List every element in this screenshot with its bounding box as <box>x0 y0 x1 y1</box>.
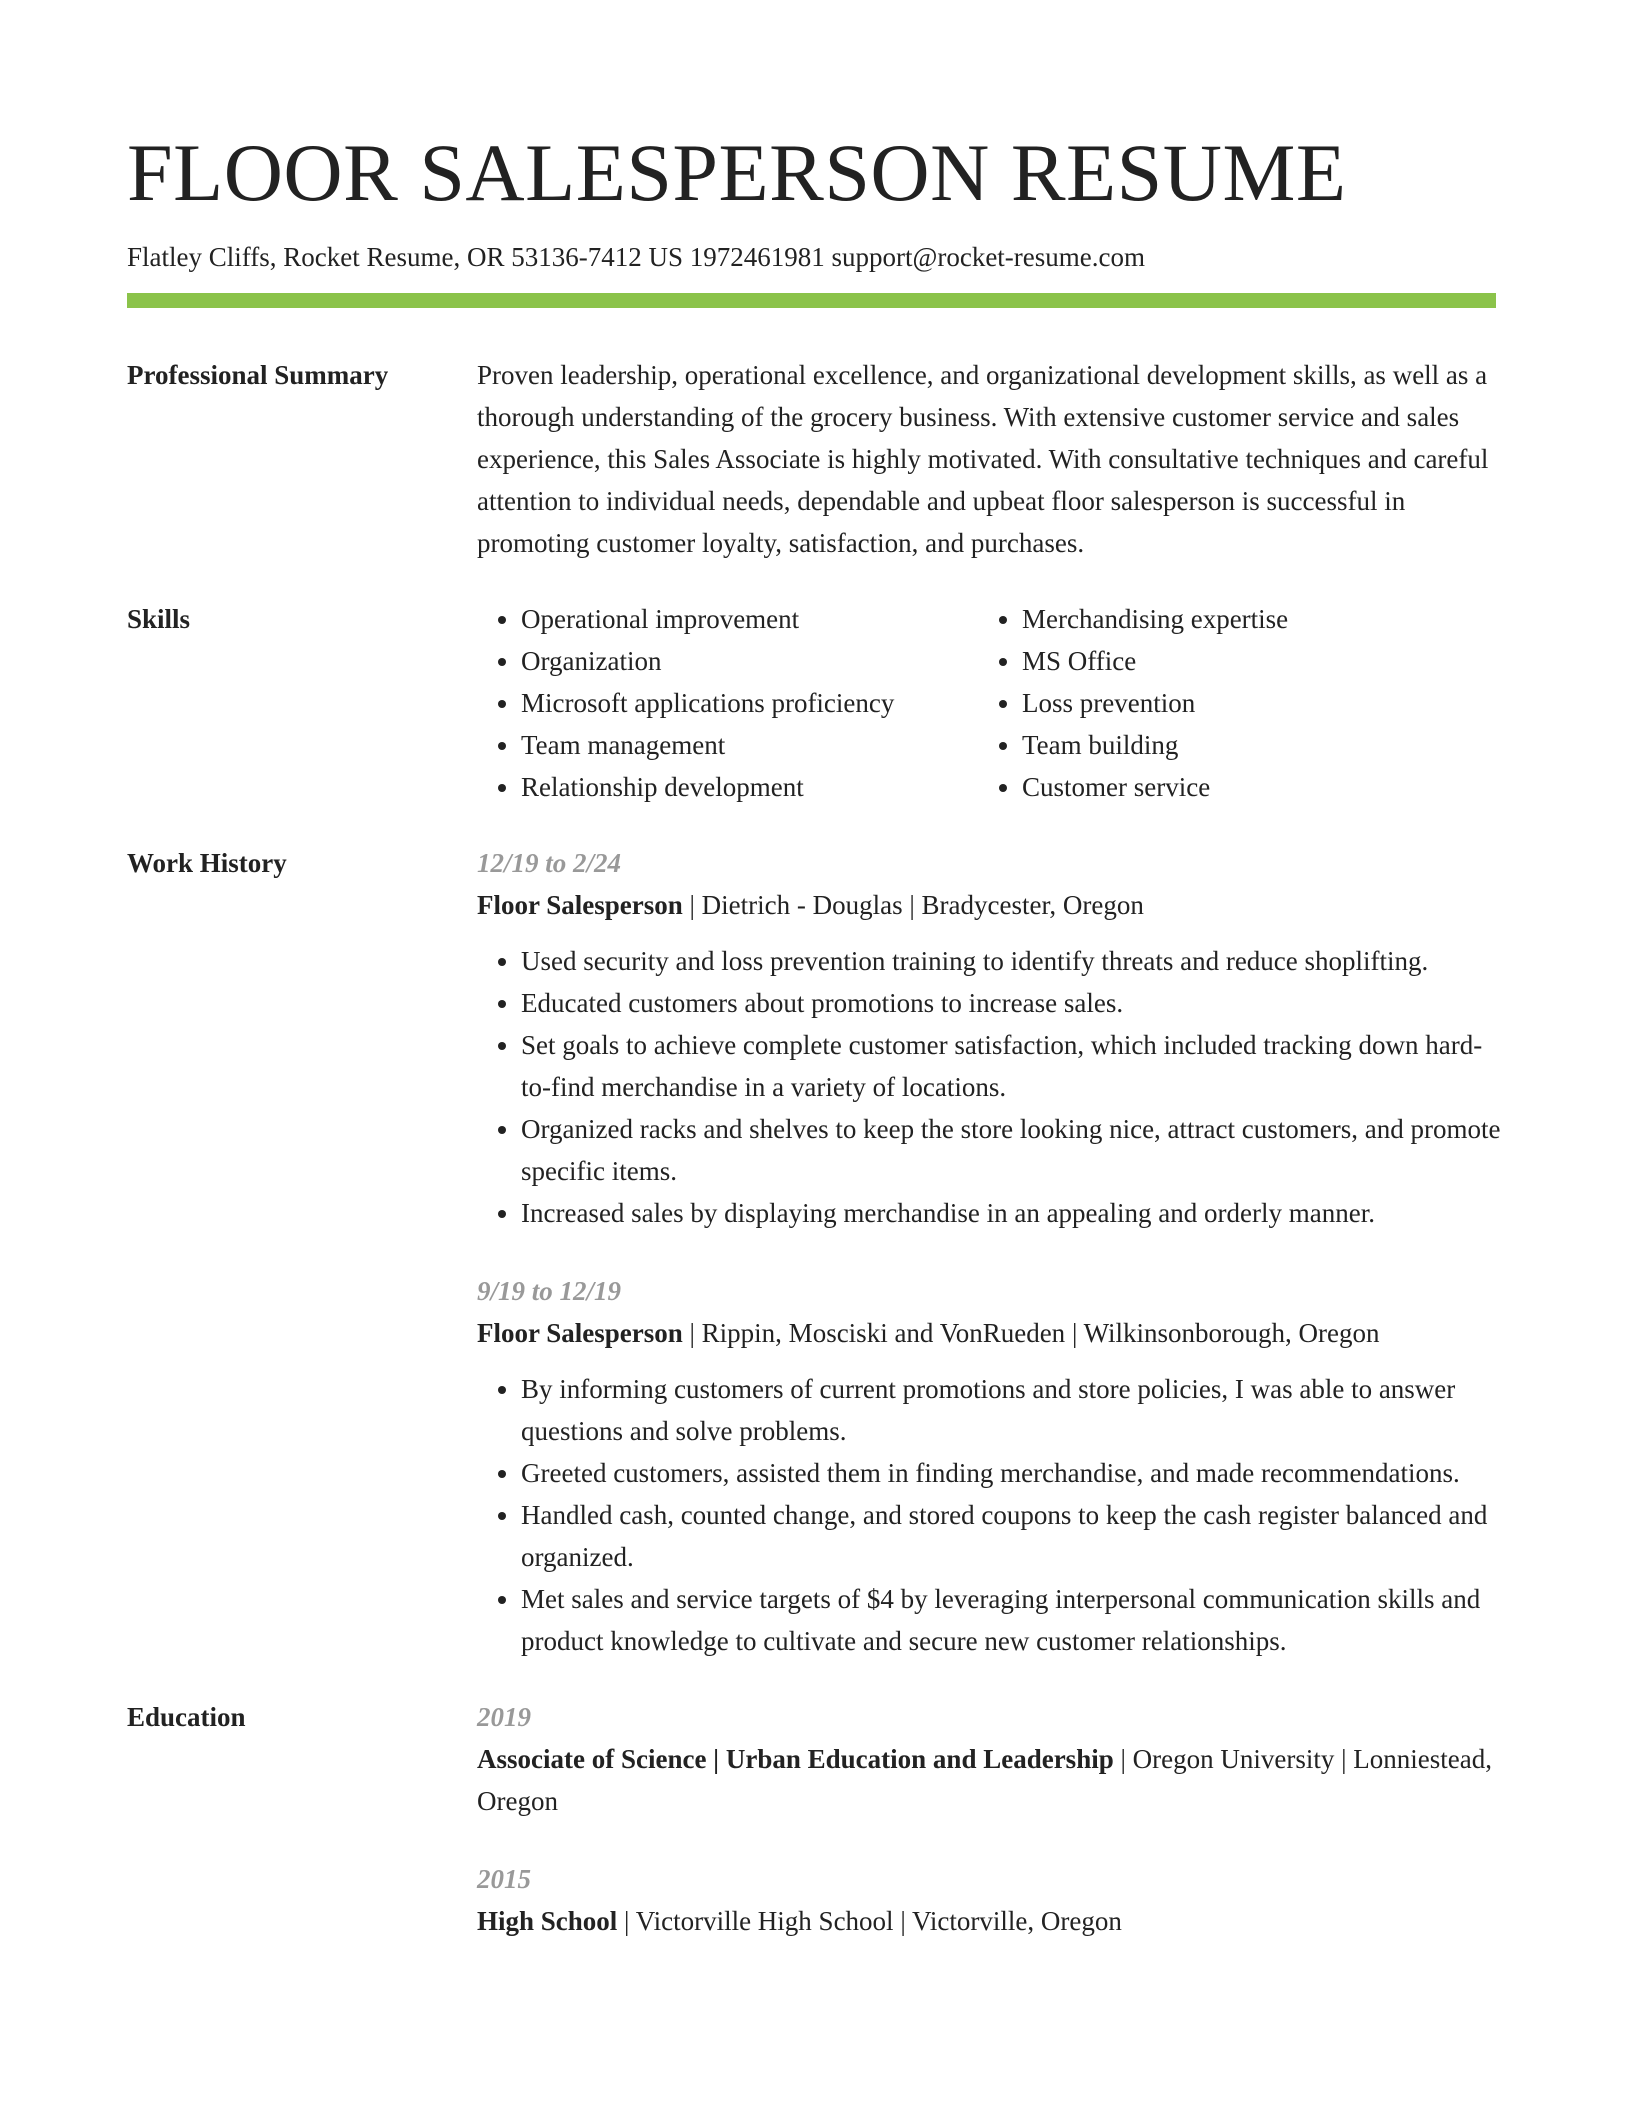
skill-item: • Team building <box>1022 724 1288 766</box>
education-year: 2019 <box>477 1702 531 1733</box>
section-label-work: Work History <box>127 848 287 879</box>
page-title: FLOOR SALESPERSON RESUME <box>127 127 1347 218</box>
job-bullets <box>477 940 1505 1234</box>
section-label-summary: Professional Summary <box>127 360 389 391</box>
skill-item: • Microsoft applications proficiency <box>521 682 978 724</box>
accent-divider <box>127 293 1496 308</box>
job-bullet: • Increased sales by displaying merchandise in an appealing and orderly manner. <box>521 1192 1505 1234</box>
job-company: Rippin, Mosciski and VonRueden <box>701 1318 1066 1349</box>
education-entry <box>477 1696 1505 1822</box>
job-bullet: • Greeted customers, assisted them in finding merchandise, and made recommendations. <box>521 1452 1505 1494</box>
job-heading: Floor Salesperson | Dietrich - Douglas | Bradycester, Oregon <box>477 890 1144 921</box>
job-location: Wilkinsonborough, Oregon <box>1083 1318 1380 1349</box>
job-company: Dietrich - Douglas <box>701 890 903 921</box>
skill-item: • Customer service <box>1022 766 1288 808</box>
work-history-section <box>127 842 1505 1662</box>
skill-item: • Merchandising expertise <box>1022 598 1288 640</box>
education-heading: Associate of Science | Urban Education and Leadership | Oregon University | Lonniestead, Oregon <box>477 1744 1492 1817</box>
section-label-skills: Skills <box>127 604 191 635</box>
summary-section <box>127 354 1505 564</box>
education-year: 2015 <box>477 1864 531 1895</box>
skill-item: • MS Office <box>1022 640 1288 682</box>
job-heading: Floor Salesperson | Rippin, Mosciski and VonRueden | Wilkinsonborough, Oregon <box>477 1318 1380 1349</box>
job-bullet: • Handled cash, counted change, and stored coupons to keep the cash register balanced and organized. <box>521 1494 1505 1578</box>
skills-section <box>127 598 1505 808</box>
skill-item: • Team management <box>521 724 978 766</box>
job-bullet: • Educated customers about promotions to increase sales. <box>521 982 1505 1024</box>
skill-item: • Organization <box>521 640 978 682</box>
job-location: Bradycester, Oregon <box>921 890 1144 921</box>
contact-line: Flatley Cliffs, Rocket Resume, OR 53136-7412 US 1972461981 support@rocket-resume.com <box>127 242 1145 272</box>
education-location: Lonniestead, Oregon <box>477 1744 1492 1817</box>
job-title: Floor Salesperson <box>477 1318 683 1349</box>
job-bullet: • Set goals to achieve complete customer satisfaction, which included tracking down hard-to-find merchandise in a variety of locations. <box>521 1024 1505 1108</box>
education-heading: High School | Victorville High School | Victorville, Oregon <box>477 1906 1122 1937</box>
job-dates: 12/19 to 2/24 <box>477 848 622 879</box>
skills-list-right <box>978 598 1288 808</box>
job-title: Floor Salesperson <box>477 890 683 921</box>
skill-item: • Loss prevention <box>1022 682 1288 724</box>
skills-list-left <box>477 598 978 808</box>
job-bullet: • By informing customers of current promotions and store policies, I was able to answer questions and solve problems. <box>521 1368 1505 1452</box>
education-school: Victorville High School <box>635 1906 894 1937</box>
skill-item: • Relationship development <box>521 766 978 808</box>
education-entry <box>477 1858 1505 1942</box>
job-bullet: • Used security and loss prevention training to identify threats and reduce shoplifting. <box>521 940 1505 982</box>
education-degree: Associate of Science | Urban Education and Leadership <box>477 1744 1114 1775</box>
job-entry <box>477 842 1505 1234</box>
summary-text: Proven leadership, operational excellence, and organizational development skills, as well as a thorough understanding of the grocery business. With extensive customer service and sales experience, this Sales Associate is highly motivated. With consultative techniques and careful attention to individual needs, dependable and upbeat floor salesperson is successful in promoting customer loyalty, satisfaction, and purchases. <box>477 360 1489 559</box>
job-bullets <box>477 1368 1505 1662</box>
section-label-education: Education <box>127 1702 246 1733</box>
education-section <box>127 1696 1505 1942</box>
education-location: Victorville, Oregon <box>912 1906 1122 1937</box>
job-bullet: • Organized racks and shelves to keep the store looking nice, attract customers, and promote specific items. <box>521 1108 1505 1192</box>
job-entry <box>477 1270 1505 1662</box>
job-dates: 9/19 to 12/19 <box>477 1276 622 1307</box>
job-bullet: • Met sales and service targets of $4 by leveraging interpersonal communication skills and product knowledge to cultivate and secure new customer relationships. <box>521 1578 1505 1662</box>
education-school: Oregon University <box>1132 1744 1335 1775</box>
education-degree: High School <box>477 1906 618 1937</box>
skill-item: • Operational improvement <box>521 598 978 640</box>
